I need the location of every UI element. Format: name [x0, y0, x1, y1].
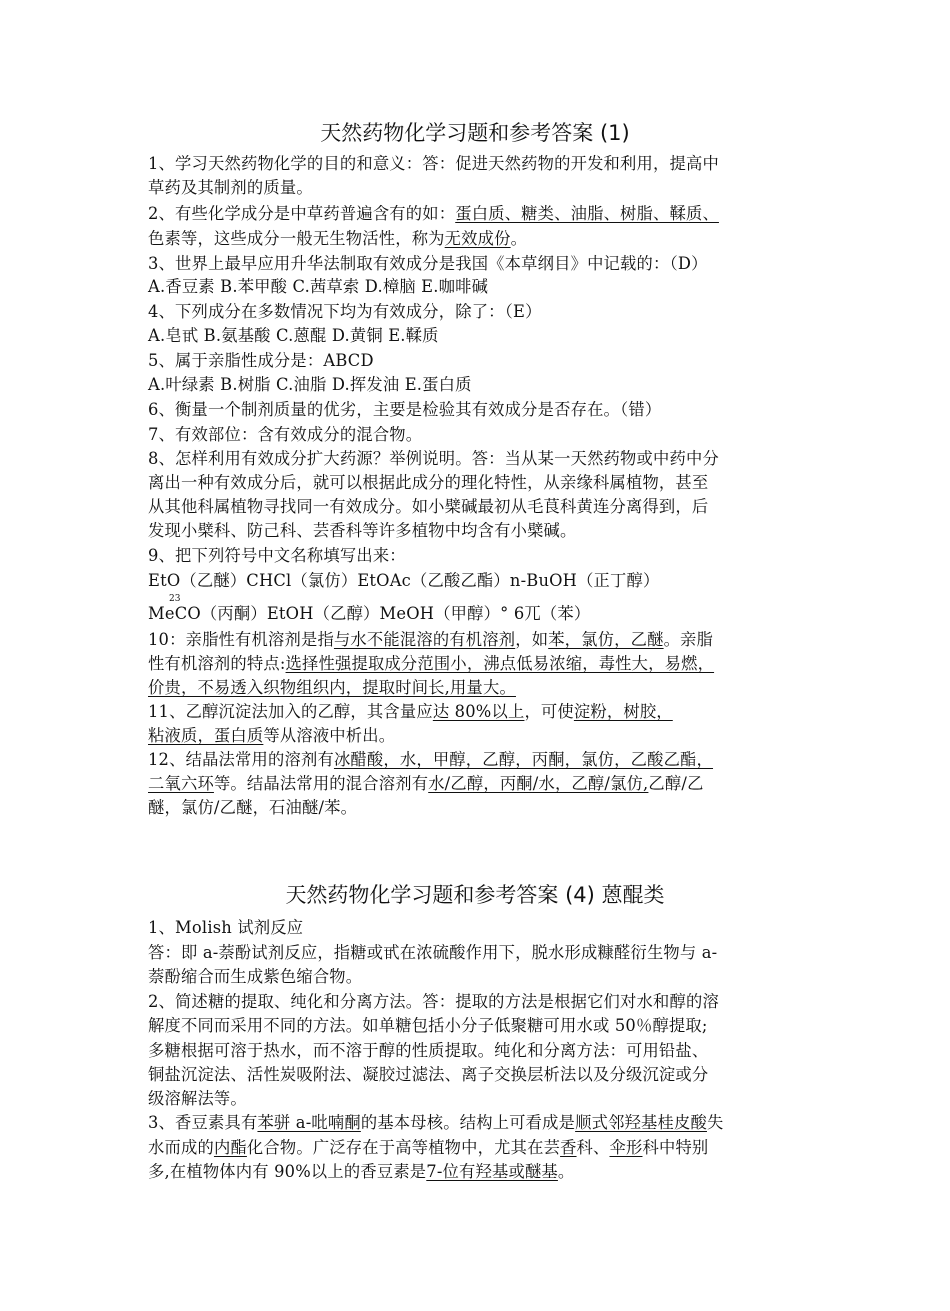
underlined-answer: 伞形: [609, 1138, 643, 1157]
text-line: [148, 203, 719, 225]
underlined-answer: 苯，氯仿，乙醚: [548, 630, 664, 649]
text-line: [148, 276, 488, 298]
text-segment: ，如: [515, 630, 549, 649]
text-line: [148, 448, 719, 470]
text-line: [148, 301, 542, 323]
text-line: [148, 603, 590, 625]
underlined-answer: 粘液质，蛋白质: [148, 726, 264, 745]
text-segment: 科中特别: [642, 1138, 709, 1157]
text-segment: 水而成的: [148, 1138, 214, 1157]
text-line: [148, 570, 659, 592]
text-segment: 12、结晶法常用的溶剂有: [148, 750, 334, 769]
text-line: [148, 350, 374, 372]
text-segment: 1、学习天然药物化学的目的和意义：答：促进天然药物的开发和利用，提高中: [148, 154, 719, 173]
text-line: [148, 472, 708, 494]
text-segment: 科、: [576, 1138, 610, 1157]
text-segment: 。: [510, 229, 528, 248]
text-segment: 等。结晶法常用的混合溶剂有: [213, 774, 429, 793]
text-line: [148, 966, 362, 988]
text-line: [148, 325, 439, 347]
underlined-answer: 水/乙醇，丙酮/水，乙醇/氯仿,: [428, 774, 649, 793]
text-line: [148, 399, 661, 421]
text-segment: 级溶解法等。: [148, 1089, 247, 1108]
text-line: [148, 701, 673, 723]
text-line: [148, 797, 357, 819]
text-line: [148, 496, 708, 518]
text-segment: 6、衡量一个制剂质量的优劣，主要是检验其有效成分是否存在。（错）: [148, 400, 662, 419]
text-segment: A.皂甙 B.氨基酸 C.蒽醌 D.黄铜 E.鞣质: [148, 326, 439, 345]
text-segment: ，可使: [524, 702, 574, 721]
text-segment: MeCO（丙酮）EtOH（乙醇）MeOH（甲醇）° 6兀（苯）: [148, 604, 591, 623]
text-segment: 10：亲脂性有机溶剂是指: [148, 630, 334, 649]
text-line: [148, 1088, 247, 1110]
text-segment: 7、有效部位：含有效成分的混合物。: [148, 425, 423, 444]
text-segment: 从其他科属植物寻找同一有效成分。如小檗碱最初从毛茛科黄连分离得到，后: [148, 497, 709, 516]
text-line: [148, 374, 472, 396]
text-segment: A.香豆素 B.苯甲酸 C.茜草索 D.樟脑 E.咖啡碱: [148, 277, 489, 296]
text-line: [148, 228, 527, 250]
text-line: [148, 1064, 708, 1086]
text-line: [148, 1040, 708, 1062]
text-segment: 。亲脂: [663, 630, 714, 649]
text-line: [148, 545, 406, 567]
underlined-answer: 价贵，不易透入织物组织内，提取时间长,用量大。: [148, 678, 516, 697]
underlined-answer: 无效成份: [444, 229, 511, 248]
text-segment: 解度不同而采用不同的方法。如单糖包括小分子低聚糖可用水或 50％醇提取;: [148, 1016, 708, 1035]
text-line: [148, 917, 303, 939]
text-segment: 的基本母核。结构上可看成是: [360, 1113, 576, 1132]
text-segment: 3、香豆素具有: [148, 1113, 258, 1132]
text-segment: 乙醇/乙: [648, 774, 704, 793]
underlined-answer: 冰醋酸，水，甲醇，乙醇，丙酮，氯仿，乙酸乙酯，: [333, 750, 714, 769]
text-line: [148, 677, 516, 699]
underlined-answer: 蛋白质、糖类、油脂、树脂、鞣质、: [455, 204, 719, 223]
text-segment: 2、有些化学成分是中草药普遍含有的如：: [148, 204, 456, 223]
text-line: [148, 629, 713, 651]
text-segment: 4、下列成分在多数情况下均为有效成分，除了：（E）: [148, 302, 542, 321]
underlined-answer: 香: [560, 1138, 577, 1157]
text-line: [148, 749, 713, 771]
text-segment: 醚，氯仿/乙醚，石油醚/苯。: [148, 798, 358, 817]
text-segment: 铜盐沉淀法、活性炭吸附法、凝胶过滤法、离子交换层析法以及分级沉淀或分: [148, 1065, 709, 1084]
underlined-answer: 淀粉，树胶，: [573, 702, 673, 721]
text-segment: 萘酚缩合而生成紫色缩合物。: [148, 967, 363, 986]
text-segment: 多,在植物体内有 90%以上的香豆素是: [148, 1162, 427, 1181]
underlined-answer: 7-位有羟基或醚基: [426, 1162, 558, 1181]
text-line: [148, 424, 422, 446]
text-segment: 5、属于亲脂性成分是：ABCD: [148, 351, 374, 370]
underlined-answer: 选择性强提取成分范围小，沸点低易浓缩，毒性大，易燃，: [285, 654, 715, 673]
text-segment: 。: [557, 1162, 575, 1181]
underlined-answer: 二氧六环: [148, 774, 214, 793]
text-segment: 3、世界上最早应用升华法制取有效成分是我国《本草纲目》中记载的：（D）: [148, 254, 708, 273]
text-line: [148, 1137, 708, 1159]
underlined-answer: 内酯: [213, 1138, 247, 1157]
text-segment: A.叶绿素 B.树脂 C.油脂 D.挥发油 E.蛋白质: [148, 375, 472, 394]
text-line: [148, 1161, 574, 1183]
text-segment: 多糖根据可溶于热水，而不溶于醇的性质提取。纯化和分离方法：可用铅盐、: [148, 1041, 709, 1060]
text-segment: 9、把下列符号中文名称填写出来：: [148, 546, 406, 565]
text-segment: 答：即 a-萘酚试剂反应，指糖或甙在浓硫酸作用下，脱水形成糠醛衍生物与 a-: [148, 943, 718, 962]
text-line: [148, 253, 708, 275]
text-segment: 失: [706, 1113, 724, 1132]
subscript-note: 23: [169, 594, 181, 604]
underlined-answer: 达 80%以上: [432, 702, 525, 721]
section-2-title: 天然药物化学习题和参考答案 (4) 蒽醌类: [285, 883, 665, 907]
text-segment: 性有机溶剂的特点:: [148, 654, 286, 673]
underlined-answer: 与水不能混溶的有机溶剂: [333, 630, 516, 649]
text-segment: 离出一种有效成分后，就可以根据此成分的理化特性，从亲缘科属植物，甚至: [148, 473, 709, 492]
text-line: [148, 773, 704, 795]
text-segment: 色素等，这些成分一般无生物活性，称为: [148, 229, 445, 248]
text-segment: 草药及其制剂的质量。: [148, 178, 313, 197]
text-segment: 等从溶液中析出。: [263, 726, 396, 745]
underlined-answer: 苯骈 a-吡喃酮: [257, 1113, 361, 1132]
section-1-title: 天然药物化学习题和参考答案 (1): [320, 121, 630, 145]
text-line: [148, 942, 717, 964]
text-line: [148, 1015, 708, 1037]
text-segment: 化合物。广泛存在于高等植物中，尤其在芸: [246, 1138, 561, 1157]
text-line: [148, 177, 313, 199]
text-segment: 1、Molish 试剂反应: [148, 918, 304, 937]
text-segment: 11、乙醇沉淀法加入的乙醇，其含量应: [148, 702, 433, 721]
text-segment: EtO（乙醚）CHCl（氯仿）EtOAc（乙酸乙酯）n-BuOH（正丁醇）: [148, 571, 660, 590]
text-line: [148, 653, 714, 675]
text-line: [148, 520, 577, 542]
text-segment: 发现小檗科、防己科、芸香科等许多植物中均含有小檗碱。: [148, 521, 577, 540]
text-line: [148, 991, 719, 1013]
underlined-answer: 顺式邻羟基桂皮酸: [575, 1113, 707, 1132]
text-line: [148, 1112, 723, 1134]
text-line: [148, 153, 719, 175]
text-segment: 2、简述糖的提取、纯化和分离方法。答：提取的方法是根据它们对水和醇的溶: [148, 992, 719, 1011]
text-segment: 8、怎样利用有效成分扩大药源？举例说明。答：当从某一天然药物或中药中分: [148, 449, 719, 468]
text-line: [148, 725, 395, 747]
